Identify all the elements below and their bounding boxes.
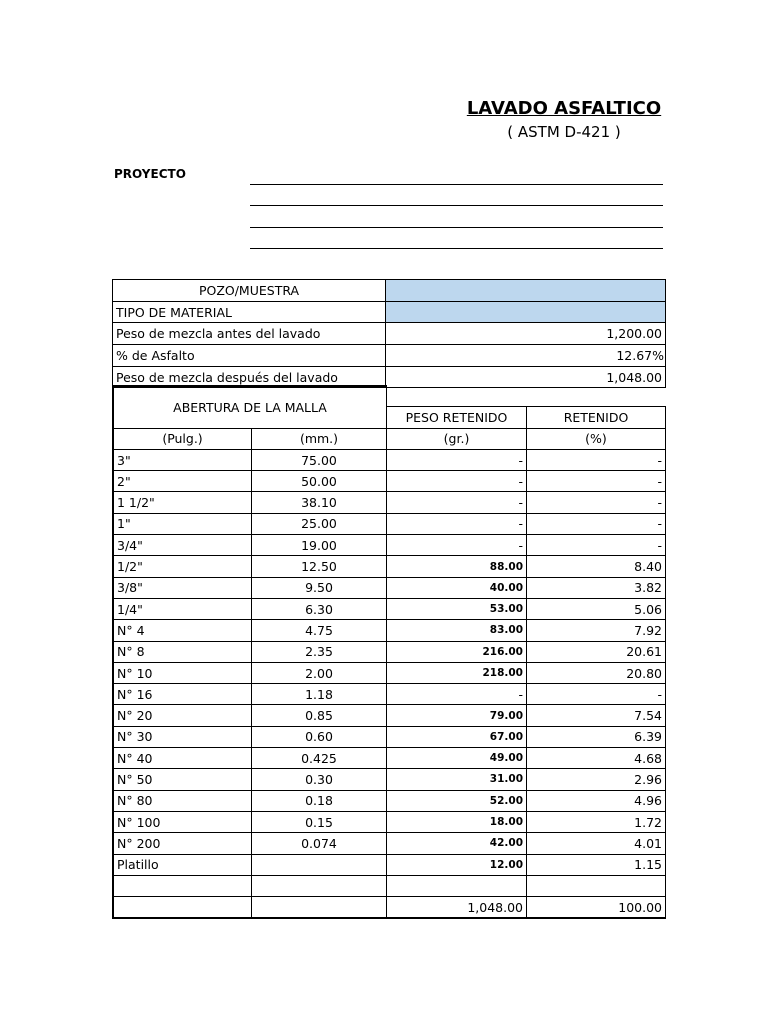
retenido-value: - (527, 471, 666, 492)
sieve-mm: 38.10 (252, 492, 387, 513)
sieve-mm: 0.85 (252, 705, 387, 726)
peso-retenido-value: - (387, 535, 527, 556)
peso-retenido-value (387, 875, 527, 896)
sieve-pulg: 1" (113, 513, 252, 534)
retenido-value: - (527, 492, 666, 513)
peso-retenido-value: 218.00 (387, 662, 527, 683)
retenido-value (527, 875, 666, 896)
table-row (113, 726, 666, 747)
sample-info-table (112, 279, 666, 388)
peso-retenido-value: 42.00 (387, 833, 527, 854)
sieve-mm: 2.35 (252, 641, 387, 662)
sieve-mm: 0.18 (252, 790, 387, 811)
unit-mm: (mm.) (252, 428, 387, 449)
proyecto-line-3[interactable] (250, 227, 663, 228)
unit-gr: (gr.) (387, 428, 527, 449)
retenido-value: 7.92 (527, 620, 666, 641)
sieve-mm: 2.00 (252, 662, 387, 683)
sieve-pulg: N° 16 (113, 684, 252, 705)
table-row (113, 748, 666, 769)
table-row (113, 705, 666, 726)
unit-pct: (%) (527, 428, 666, 449)
peso-retenido-value: 12.00 (387, 854, 527, 875)
info-label: Peso de mezcla antes del lavado (113, 323, 386, 345)
table-row (113, 769, 666, 790)
info-value[interactable] (386, 301, 666, 323)
table-row (113, 492, 666, 513)
header-row-1 (113, 386, 666, 407)
peso-retenido-value: 83.00 (387, 620, 527, 641)
peso-retenido-value: 18.00 (387, 811, 527, 832)
peso-retenido-value: - (387, 492, 527, 513)
table-row (113, 811, 666, 832)
sieve-mm (252, 854, 387, 875)
peso-retenido-value: 40.00 (387, 577, 527, 598)
sieve-mm: 50.00 (252, 471, 387, 492)
info-label: Peso de mezcla después del lavado (113, 366, 386, 388)
units-row (113, 428, 666, 449)
sieve-pulg (113, 875, 252, 896)
table-row (113, 641, 666, 662)
retenido-value: 4.01 (527, 833, 666, 854)
retenido-value: 4.96 (527, 790, 666, 811)
retenido-value: - (527, 449, 666, 470)
peso-retenido-value: 79.00 (387, 705, 527, 726)
table-row (113, 535, 666, 556)
table-row (113, 833, 666, 854)
sieve-mm: 75.00 (252, 449, 387, 470)
peso-retenido-value: 216.00 (387, 641, 527, 662)
retenido-value: - (527, 513, 666, 534)
sieve-pulg: 3" (113, 449, 252, 470)
table-row (113, 513, 666, 534)
info-row (113, 323, 666, 345)
total-peso: 1,048.00 (387, 897, 527, 919)
retenido-value: 1.15 (527, 854, 666, 875)
sieve-pulg: 3/4" (113, 535, 252, 556)
table-row (113, 471, 666, 492)
sieve-pulg: N° 30 (113, 726, 252, 747)
retenido-value: 6.39 (527, 726, 666, 747)
table-row (113, 875, 666, 896)
retenido-value: 7.54 (527, 705, 666, 726)
retenido-value: - (527, 684, 666, 705)
table-row (113, 662, 666, 683)
sieve-mm (252, 875, 387, 896)
sieve-pulg: N° 100 (113, 811, 252, 832)
retenido-header: RETENIDO (527, 407, 666, 428)
sieve-mm: 0.425 (252, 748, 387, 769)
sieve-mm: 4.75 (252, 620, 387, 641)
sieve-mm: 0.60 (252, 726, 387, 747)
retenido-value: - (527, 535, 666, 556)
peso-retenido-value: 67.00 (387, 726, 527, 747)
info-value[interactable]: 12.67% (386, 345, 666, 367)
sieve-mm: 0.15 (252, 811, 387, 832)
peso-retenido-value: - (387, 684, 527, 705)
proyecto-line-2[interactable] (250, 205, 663, 206)
sieve-pulg: 2" (113, 471, 252, 492)
sieve-mm: 19.00 (252, 535, 387, 556)
total-blank-2 (252, 897, 387, 919)
peso-retenido-value: - (387, 471, 527, 492)
info-row (113, 301, 666, 323)
sieve-pulg: N° 10 (113, 662, 252, 683)
sieve-pulg: N° 80 (113, 790, 252, 811)
retenido-value: 3.82 (527, 577, 666, 598)
info-value[interactable]: 1,200.00 (386, 323, 666, 345)
peso-retenido-value: 31.00 (387, 769, 527, 790)
peso-retenido-header: PESO RETENIDO (387, 407, 527, 428)
peso-retenido-value: - (387, 513, 527, 534)
sieve-pulg: 1/2" (113, 556, 252, 577)
sieve-table (112, 385, 666, 919)
sieve-mm: 0.074 (252, 833, 387, 854)
sieve-mm: 25.00 (252, 513, 387, 534)
peso-retenido-value: 49.00 (387, 748, 527, 769)
retenido-value: 20.80 (527, 662, 666, 683)
table-row (113, 577, 666, 598)
info-label: TIPO DE MATERIAL (113, 301, 386, 323)
sieve-pulg: N° 200 (113, 833, 252, 854)
info-label: POZO/MUESTRA (113, 280, 386, 302)
info-value[interactable]: 1,048.00 (386, 366, 666, 388)
proyecto-line-4[interactable] (250, 248, 663, 249)
retenido-value: 2.96 (527, 769, 666, 790)
sieve-pulg: 3/8" (113, 577, 252, 598)
peso-retenido-value: 88.00 (387, 556, 527, 577)
table-row (113, 598, 666, 619)
proyecto-line-1[interactable] (250, 184, 663, 185)
abertura-header: ABERTURA DE LA MALLA (113, 386, 387, 428)
proyecto-label: PROYECTO (114, 167, 186, 181)
sieve-pulg: N° 40 (113, 748, 252, 769)
table-row (113, 556, 666, 577)
retenido-value: 20.61 (527, 641, 666, 662)
retenido-value: 5.06 (527, 598, 666, 619)
table-row (113, 620, 666, 641)
sieve-mm: 12.50 (252, 556, 387, 577)
peso-retenido-value: - (387, 449, 527, 470)
header-blank (387, 386, 666, 407)
sieve-pulg: N° 20 (113, 705, 252, 726)
sieve-mm: 9.50 (252, 577, 387, 598)
info-label: % de Asfalto (113, 345, 386, 367)
retenido-value: 8.40 (527, 556, 666, 577)
table-row (113, 790, 666, 811)
sieve-mm: 6.30 (252, 598, 387, 619)
sieve-pulg: N° 50 (113, 769, 252, 790)
info-row (113, 345, 666, 367)
totals-row (113, 897, 666, 919)
peso-retenido-value: 52.00 (387, 790, 527, 811)
sieve-pulg: 1/4" (113, 598, 252, 619)
total-retenido: 100.00 (527, 897, 666, 919)
info-row (113, 280, 666, 302)
document-subtitle: ( ASTM D-421 ) (507, 123, 621, 141)
sieve-pulg: 1 1/2" (113, 492, 252, 513)
peso-retenido-value: 53.00 (387, 598, 527, 619)
document-title: LAVADO ASFALTICO (466, 98, 662, 119)
table-row (113, 449, 666, 470)
sieve-mm: 1.18 (252, 684, 387, 705)
total-blank-1 (113, 897, 252, 919)
info-value[interactable] (386, 280, 666, 302)
table-row (113, 854, 666, 875)
table-row (113, 684, 666, 705)
sieve-pulg: N° 8 (113, 641, 252, 662)
sieve-pulg: Platillo (113, 854, 252, 875)
sieve-mm: 0.30 (252, 769, 387, 790)
sieve-pulg: N° 4 (113, 620, 252, 641)
unit-pulg: (Pulg.) (113, 428, 252, 449)
retenido-value: 4.68 (527, 748, 666, 769)
retenido-value: 1.72 (527, 811, 666, 832)
